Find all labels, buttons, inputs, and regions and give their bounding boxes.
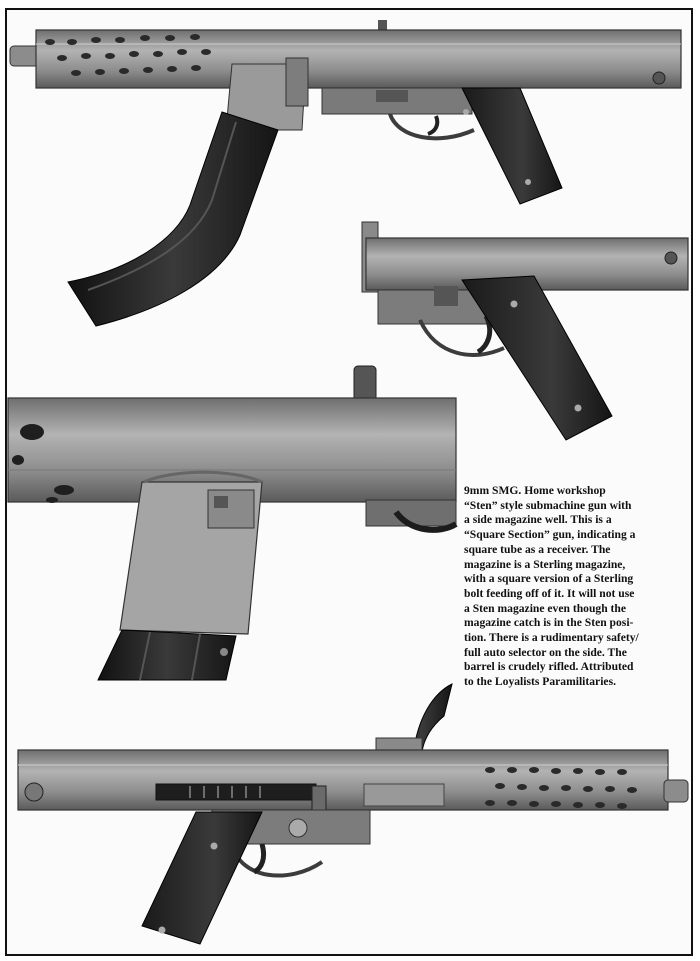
caption-line: “Sten” style submachine gun with xyxy=(464,498,632,512)
caption-line: to the Loyalists Paramilitaries. xyxy=(464,675,616,689)
caption-line: tion. There is a rudimentary safety/ xyxy=(464,631,639,645)
caption-line: bolt feeding off of it. It will not use xyxy=(464,586,635,600)
caption-line: magazine is a Sterling magazine, xyxy=(464,557,626,571)
caption-text xyxy=(464,484,694,690)
caption-line: full auto selector on the side. The xyxy=(464,645,627,659)
caption-line: a side magazine well. This is a xyxy=(464,513,612,527)
caption-line: with a square version of a Sterling xyxy=(464,572,634,586)
caption-line: “Square Section” gun, indicating a xyxy=(464,528,636,542)
caption-line: 9mm SMG. Home workshop xyxy=(464,484,606,497)
photo-magazine-well-closeup xyxy=(8,366,456,680)
caption-line: magazine catch is in the Sten posi- xyxy=(464,616,634,630)
caption-line: square tube as a receiver. The xyxy=(464,542,611,556)
photo-bottom-smg-right-side xyxy=(18,684,688,944)
caption-line: barrel is crudely rifled. Attributed xyxy=(464,660,634,674)
caption-line: a Sten magazine even though the xyxy=(464,601,626,615)
